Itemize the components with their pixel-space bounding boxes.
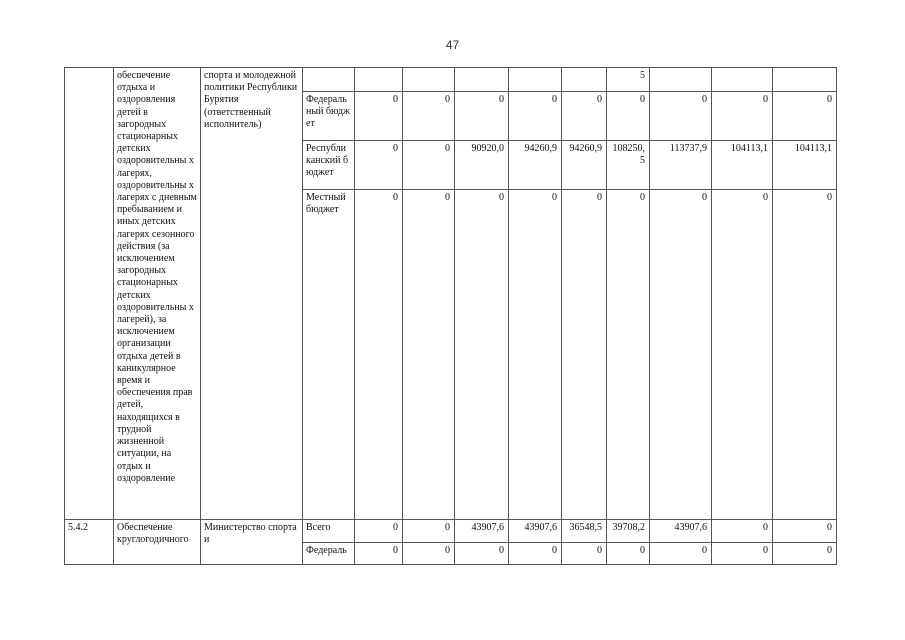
row-number-cell <box>65 68 114 520</box>
value-cell: 0 <box>355 141 403 190</box>
value-cell <box>455 68 509 92</box>
value-cell: 0 <box>562 543 607 565</box>
executor-cell: Министерство спорта и <box>201 520 303 565</box>
value-cell: 0 <box>562 92 607 141</box>
value-cell: 0 <box>773 520 837 543</box>
value-cell: 0 <box>607 92 650 141</box>
value-cell <box>650 68 712 92</box>
table-row <box>65 520 837 543</box>
value-cell: 0 <box>607 543 650 565</box>
value-cell: 0 <box>355 520 403 543</box>
value-cell <box>403 68 455 92</box>
value-cell: 0 <box>712 520 773 543</box>
value-cell: 0 <box>355 190 403 520</box>
value-cell: 108250, 5 <box>607 141 650 190</box>
value-cell: 0 <box>509 543 562 565</box>
row-number-cell: 5.4.2 <box>65 520 114 565</box>
page-number: 47 <box>445 38 460 52</box>
value-cell: 0 <box>355 92 403 141</box>
value-cell: 0 <box>773 543 837 565</box>
value-cell: 0 <box>509 190 562 520</box>
value-cell: 0 <box>509 92 562 141</box>
value-cell: 0 <box>562 190 607 520</box>
value-cell: 0 <box>773 190 837 520</box>
value-cell: 104113,1 <box>712 141 773 190</box>
value-cell: 0 <box>650 92 712 141</box>
value-cell: 5 <box>607 68 650 92</box>
value-cell: 0 <box>455 543 509 565</box>
budget-table <box>64 67 837 565</box>
source-cell: Федераль <box>303 543 355 565</box>
value-cell: 0 <box>403 141 455 190</box>
value-cell: 113737,9 <box>650 141 712 190</box>
value-cell <box>509 68 562 92</box>
value-cell: 0 <box>773 92 837 141</box>
source-cell: Республи канский бюджет <box>303 141 355 190</box>
value-cell: 39708,2 <box>607 520 650 543</box>
value-cell: 0 <box>650 543 712 565</box>
value-cell: 94260,9 <box>509 141 562 190</box>
value-cell: 90920,0 <box>455 141 509 190</box>
executor-cell: спорта и молодежной политики Республики Бурятия (ответственный исполнитель) <box>201 68 303 520</box>
value-cell: 43907,6 <box>650 520 712 543</box>
value-cell: 0 <box>403 92 455 141</box>
source-cell: Федераль ный бюджет <box>303 92 355 141</box>
value-cell: 0 <box>607 190 650 520</box>
value-cell <box>562 68 607 92</box>
source-cell: Всего <box>303 520 355 543</box>
value-cell: 43907,6 <box>509 520 562 543</box>
value-cell: 0 <box>712 92 773 141</box>
value-cell: 36548,5 <box>562 520 607 543</box>
value-cell: 0 <box>455 190 509 520</box>
value-cell: 0 <box>712 543 773 565</box>
value-cell: 43907,6 <box>455 520 509 543</box>
value-cell: 0 <box>712 190 773 520</box>
table-row <box>65 68 837 92</box>
activity-name-cell: обеспечение отдыха и оздоровления детей в загородных стационарных детских оздоровительны х лагерях, оздоровительны х лагерях с дневным пребыванием и иных детских лагерях сезонного действия (за исключением загородных стационарных детских оздоровительны х лагерей), за исключением организации отдыха детей в каникулярное время и обеспечения прав детей, находящихся в трудной жизненной ситуации, на отдых и оздоровление <box>114 68 201 520</box>
value-cell: 0 <box>355 543 403 565</box>
value-cell <box>355 68 403 92</box>
value-cell: 94260,9 <box>562 141 607 190</box>
value-cell <box>712 68 773 92</box>
source-cell: Местный бюджет <box>303 190 355 520</box>
source-cell <box>303 68 355 92</box>
value-cell: 0 <box>403 190 455 520</box>
value-cell: 0 <box>455 92 509 141</box>
value-cell: 0 <box>403 543 455 565</box>
value-cell <box>773 68 837 92</box>
value-cell: 104113,1 <box>773 141 837 190</box>
value-cell: 0 <box>650 190 712 520</box>
activity-name-cell: Обеспечение круглогодичного <box>114 520 201 565</box>
value-cell: 0 <box>403 520 455 543</box>
